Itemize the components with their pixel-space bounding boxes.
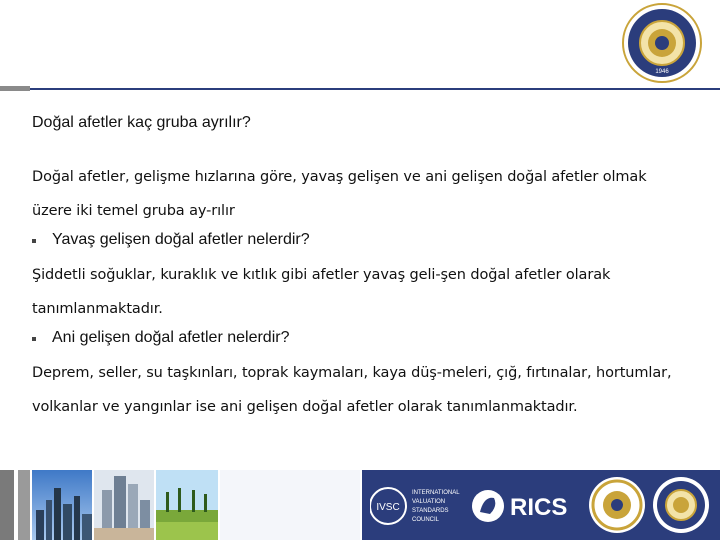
svg-text:COUNCIL: COUNCIL: [412, 517, 440, 523]
svg-text:INTERNATIONAL: INTERNATIONAL: [412, 490, 460, 496]
footer-white-panel: [220, 470, 360, 540]
header-rule-blue: [30, 88, 720, 90]
university-seal-footer-icon: [652, 476, 710, 534]
svg-text:RICS: RICS: [510, 494, 568, 521]
paragraph-line: Doğal afetler, gelişme hızlarına göre, yavaş gelişen ve ani gelişen doğal afetler olmak: [32, 169, 647, 185]
bullet-icon: [32, 239, 36, 243]
svg-text:IVSC: IVSC: [376, 502, 400, 513]
bullet-icon: [32, 337, 36, 341]
city-skyline-photo: [32, 470, 92, 540]
footer-band: [0, 470, 720, 540]
bullet-sudden-disasters: [32, 329, 289, 347]
bullet-text: Yavaş gelişen doğal afetler nelerdir?: [52, 231, 310, 248]
footer-grey-bar: [0, 470, 14, 540]
bullet-slow-disasters: [32, 231, 310, 249]
university-seal-logo: [620, 2, 704, 84]
header-rule-grey: [0, 86, 30, 91]
svg-text:VALUATION: VALUATION: [412, 499, 446, 505]
paragraph-sudden: [32, 356, 692, 424]
svg-text:STANDARDS: STANDARDS: [412, 508, 449, 514]
skyscraper-photo: [94, 470, 154, 540]
paragraph-line: üzere iki temel gruba ay-rılır: [32, 203, 235, 219]
slide-title: Doğal afetler kaç gruba ayrılır?: [32, 114, 251, 131]
landscape-photo: [156, 470, 218, 540]
rics-logo: [470, 484, 580, 528]
paragraph-line: Şiddetli soğuklar, kuraklık ve kıtlık gibi afetler yavaş geli-şen doğal afetler olarak: [32, 267, 611, 283]
paragraph-line: volkanlar ve yangınlar ise ani gelişen doğal afetler olarak tanımlanmaktadır.: [32, 399, 578, 415]
ivsc-logo: [370, 482, 466, 530]
bullet-text: Ani gelişen doğal afetler nelerdir?: [52, 329, 290, 346]
paragraph-line: tanımlanmaktadır.: [32, 301, 163, 317]
paragraph-slow: [32, 258, 692, 326]
svg-text:1946: 1946: [655, 69, 669, 75]
footer-grey-bar: [18, 470, 30, 540]
university-seal-footer-icon: [588, 476, 646, 534]
paragraph-line: Deprem, seller, su taşkınları, toprak kaymaları, kaya düş-meleri, çığ, fırtınalar, hortumlar,: [32, 365, 672, 381]
paragraph-intro: [32, 160, 692, 228]
